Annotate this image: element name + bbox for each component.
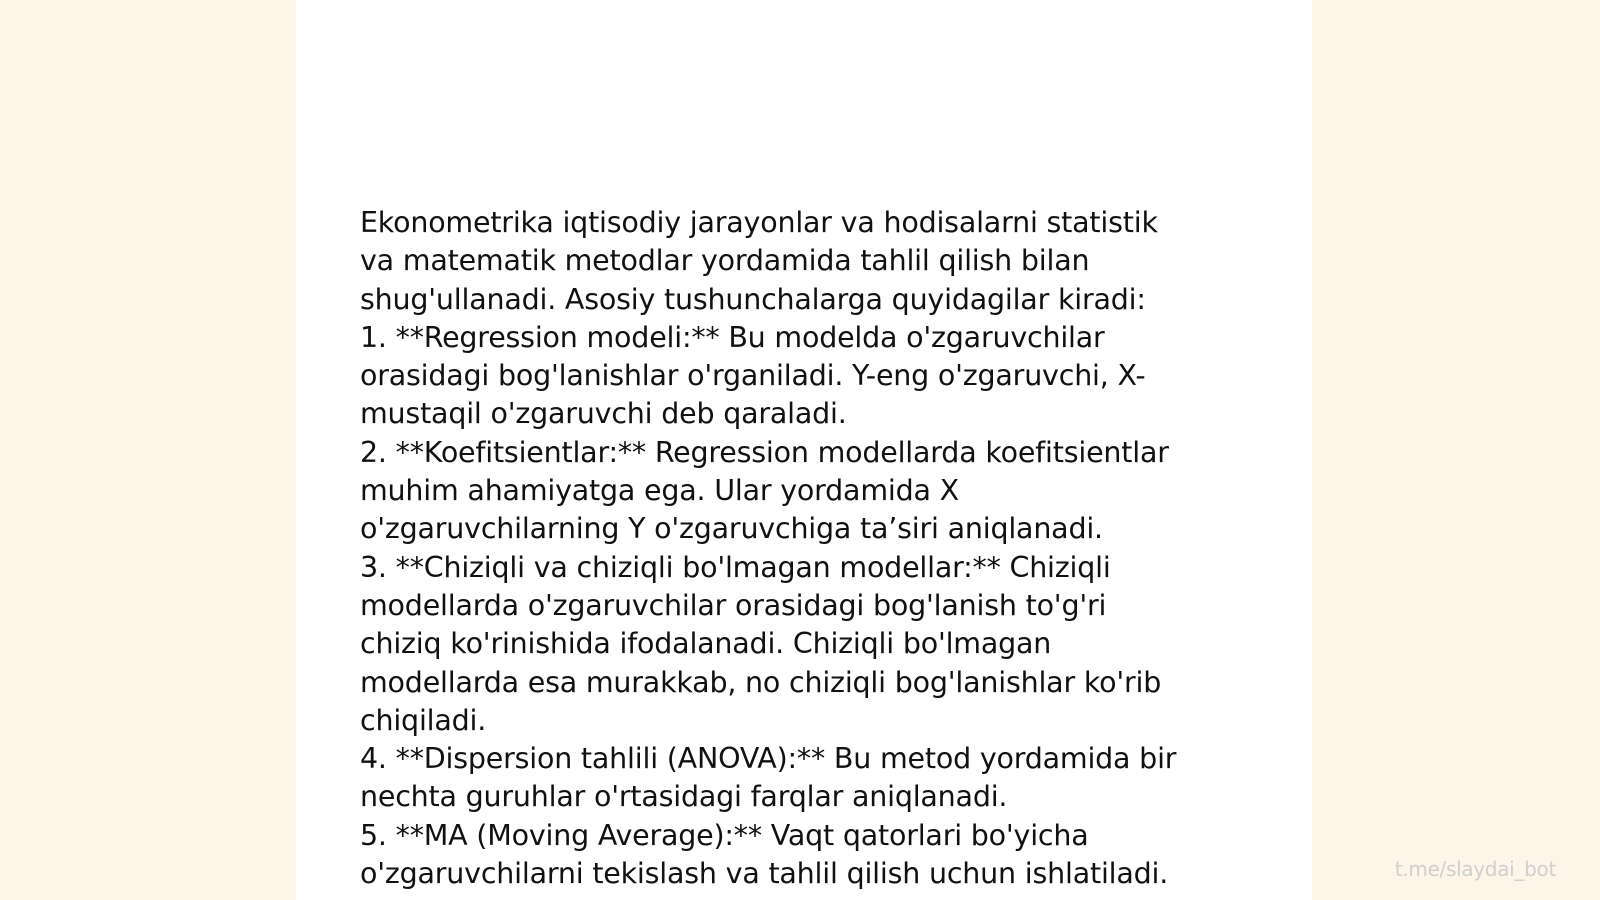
text-line: orasidagi bog'lanishlar o'rganiladi. Y-eng o'zgaruvchi, X- [360, 359, 1146, 393]
slide-body-text [360, 204, 1260, 893]
text-line: modellarda o'zgaruvchilar orasidagi bog'lanish to'g'ri [360, 588, 1107, 622]
text-line: 2. **Koefitsientlar:** Regression modellarda koefitsientlar [360, 435, 1169, 469]
slide-page [296, 0, 1312, 900]
text-line: chiqiladi. [360, 703, 487, 737]
text-line: mustaqil o'zgaruvchi deb qaraladi. [360, 397, 847, 431]
text-line: 4. **Dispersion tahlili (ANOVA):** Bu metod yordamida bir [360, 742, 1177, 776]
text-line: muhim ahamiyatga ega. Ular yordamida X [360, 474, 959, 508]
text-line: nechta guruhlar o'rtasidagi farqlar aniqlanadi. [360, 780, 1008, 814]
left-background-margin [0, 0, 296, 900]
right-background-margin [1312, 0, 1600, 900]
text-line: 5. **MA (Moving Average):** Vaqt qatorlari bo'yicha [360, 818, 1089, 852]
text-line: modellarda esa murakkab, no chiziqli bog'lanishlar ko'rib [360, 665, 1162, 699]
text-line: 3. **Chiziqli va chiziqli bo'lmagan modellar:** Chiziqli [360, 550, 1111, 584]
text-line: 1. **Regression modeli:** Bu modelda o'zgaruvchilar [360, 320, 1105, 354]
text-line: Ekonometrika iqtisodiy jarayonlar va hodisalarni statistik [360, 206, 1158, 239]
text-line: va matematik metodlar yordamida tahlil qilish bilan [360, 244, 1090, 278]
text-line: chiziq ko'rinishida ifodalanadi. Chiziqli bo'lmagan [360, 627, 1052, 661]
text-line: o'zgaruvchilarning Y o'zgaruvchiga ta’siri aniqlanadi. [360, 512, 1103, 546]
text-line: o'zgaruvchilarni tekislash va tahlil qilish uchun ishlatiladi. [360, 857, 1169, 891]
text-line: shug'ullanadi. Asosiy tushunchalarga quyidagilar kiradi: [360, 282, 1146, 316]
watermark-text: t.me/slaydai_bot [1394, 857, 1556, 881]
